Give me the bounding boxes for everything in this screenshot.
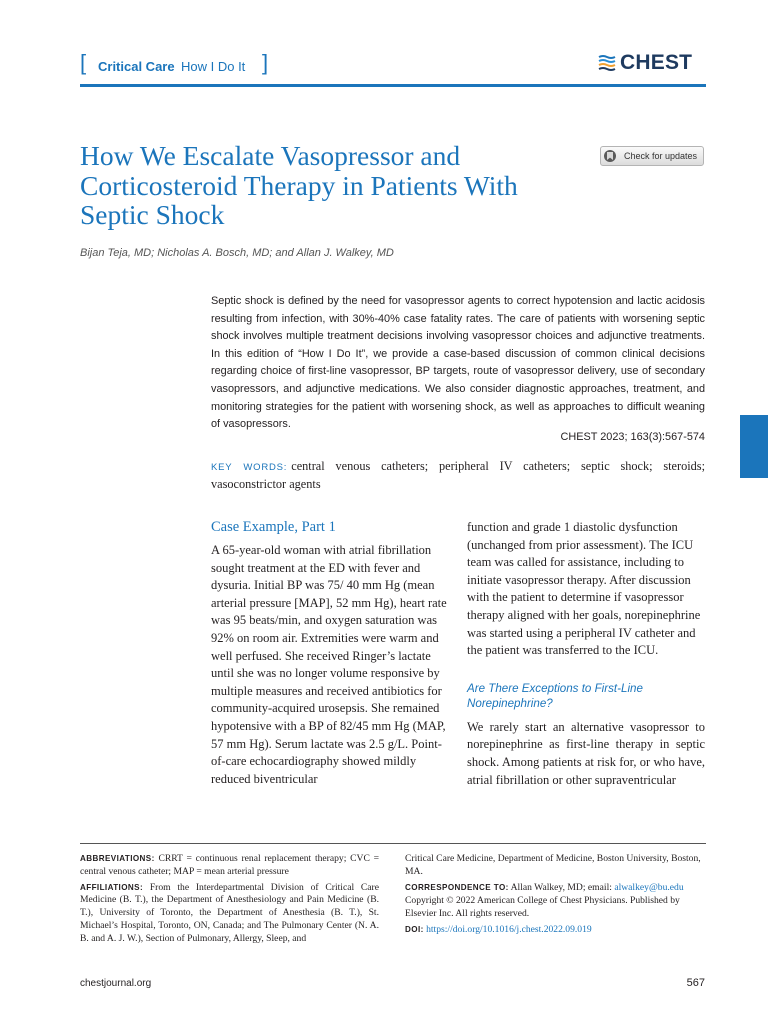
side-section-tab <box>740 415 768 478</box>
doi-link[interactable]: https://doi.org/10.1016/j.chest.2022.09.019 <box>426 923 592 935</box>
case-paragraph: A 65-year-old woman with atrial fibrillation sought treatment at the ED with fever and dysuria. Initial BP was 75/ 40 mm Hg (mean arterial pressure [MAP], 52 mm Hg), heart rate was 95 beats/min, and oxygen saturation was 92% on room air. Extremities were warm and well perfused. She received Ringer’s lactate until she was no longer volume responsive by multiple measures and received antibiotics for community-acquired urosepsis. She remained hypotensive with a BP of 82/45 mm Hg (MAP, 57 mm Hg). Serum lactate was 2.5 g/L. Point-of-care echocardiography showed mildly reduced biventricular <box>211 543 447 786</box>
keywords <box>211 458 705 493</box>
chest-logo-icon <box>597 53 617 73</box>
footnotes-left <box>80 853 379 946</box>
header-bracket-close: ] <box>262 50 269 75</box>
header-rule <box>80 84 706 87</box>
doi <box>405 924 705 937</box>
body-right-column <box>467 519 705 789</box>
logo-text: CHEST <box>620 51 693 74</box>
doi-label: DOI: <box>405 924 424 934</box>
abbreviations-label: ABBREVIATIONS: <box>80 854 155 863</box>
correspondence <box>405 882 705 895</box>
exceptions-paragraph: We rarely start an alternative vasopressor to norepinephrine as first-line therapy in septic shock. Among patients at risk for, or who have, atrial fibrillation or other supraventricular <box>467 719 705 787</box>
correspondence-label: CORRESPONDENCE TO: <box>405 882 509 892</box>
header-bracket-open: [ <box>80 50 87 75</box>
affiliations <box>80 882 379 946</box>
body-left-column <box>211 517 448 788</box>
affiliations-text: From the Interdepartmental Division of Critical Care Medicine (B. T.), the Department of Anesthesiology and Pain Medicine (B. T.), University of Toronto, the Department of Anesthesia (B. T.), St. Michael’s Hospital, Toronto, ON, Canada; and The Pulmonary Center (N. A. B. and A. J. W.), Section of Pulmonary, Allergy, Sleep, and <box>80 881 379 944</box>
footer-site[interactable]: chestjournal.org <box>80 978 152 989</box>
chest-logo[interactable] <box>597 51 692 75</box>
citation: CHEST 2023; 163(3):567-574 <box>560 431 705 443</box>
subsection-label[interactable]: How I Do It <box>181 59 246 74</box>
abbreviations-text: CRRT = continuous renal replacement therapy; CVC = central venous catheter; MAP = mean arterial pressure <box>80 853 379 877</box>
check-for-updates-label: Check for updates <box>624 151 698 161</box>
email-link[interactable]: alwalkey@bu.edu <box>614 881 684 893</box>
bookmark-icon <box>604 150 616 162</box>
correspondence-text: Allan Walkey, MD; email: <box>510 881 612 893</box>
affiliations-label: AFFILIATIONS: <box>80 882 144 892</box>
check-for-updates-button[interactable] <box>600 146 704 166</box>
section-subheading: Are There Exceptions to First-Line Norepinephrine? <box>467 681 643 710</box>
case-heading: Case Example, Part 1 <box>211 519 336 535</box>
affiliations-continued: Critical Care Medicine, Department of Medicine, Boston University, Boston, MA. <box>405 853 701 877</box>
abbreviations <box>80 853 379 879</box>
keywords-label: KEY WORDS: <box>211 462 288 473</box>
section-label[interactable]: Critical Care <box>98 59 175 74</box>
footnote-rule <box>80 843 706 844</box>
copyright: Copyright © 2022 American College of Chest Physicians. Published by Elsevier Inc. All rights reserved. <box>405 895 680 920</box>
abstract: Septic shock is defined by the need for vasopressor agents to correct hypotension and lactic acidosis resulting from infection, with 30%-40% case fatality rates. The care of patients with worsening septic shock involves multiple treatment decisions involving vasopressor choices and adjunctive treatments. In this edition of “How I Do It”, we provide a case-based discussion of common clinical decisions regarding choice of first-line vasopressor, BP targets, route of vasopressor delivery, use of secondary vasopressors, and adjunctive medications. We also consider diagnostic approaches, treatment, and monitoring strategies for the patient with worsening shock, as well as approaches to difficult weaning of vasopressors. <box>211 295 705 431</box>
article-title: How We Escalate Vasopressor and Corticosteroid Therapy in Patients With Septic Shock <box>80 140 518 230</box>
authors: Bijan Teja, MD; Nicholas A. Bosch, MD; and Allan J. Walkey, MD <box>80 247 394 259</box>
case-paragraph-continued: function and grade 1 diastolic dysfunction (unchanged from prior assessment). The ICU team was called for assistance, including to initiate vasopressor therapy. After discussion with the patient to determine if vasopressor therapy aligned with her goals, norepinephrine was started using a peripheral IV catheter and the patient was transferred to the ICU. <box>467 520 701 658</box>
footnotes-right <box>405 853 705 937</box>
page-number: 567 <box>686 977 705 989</box>
keywords-text: central venous catheters; peripheral IV catheters; septic shock; steroids; vasoconstrictor agents <box>211 459 705 491</box>
